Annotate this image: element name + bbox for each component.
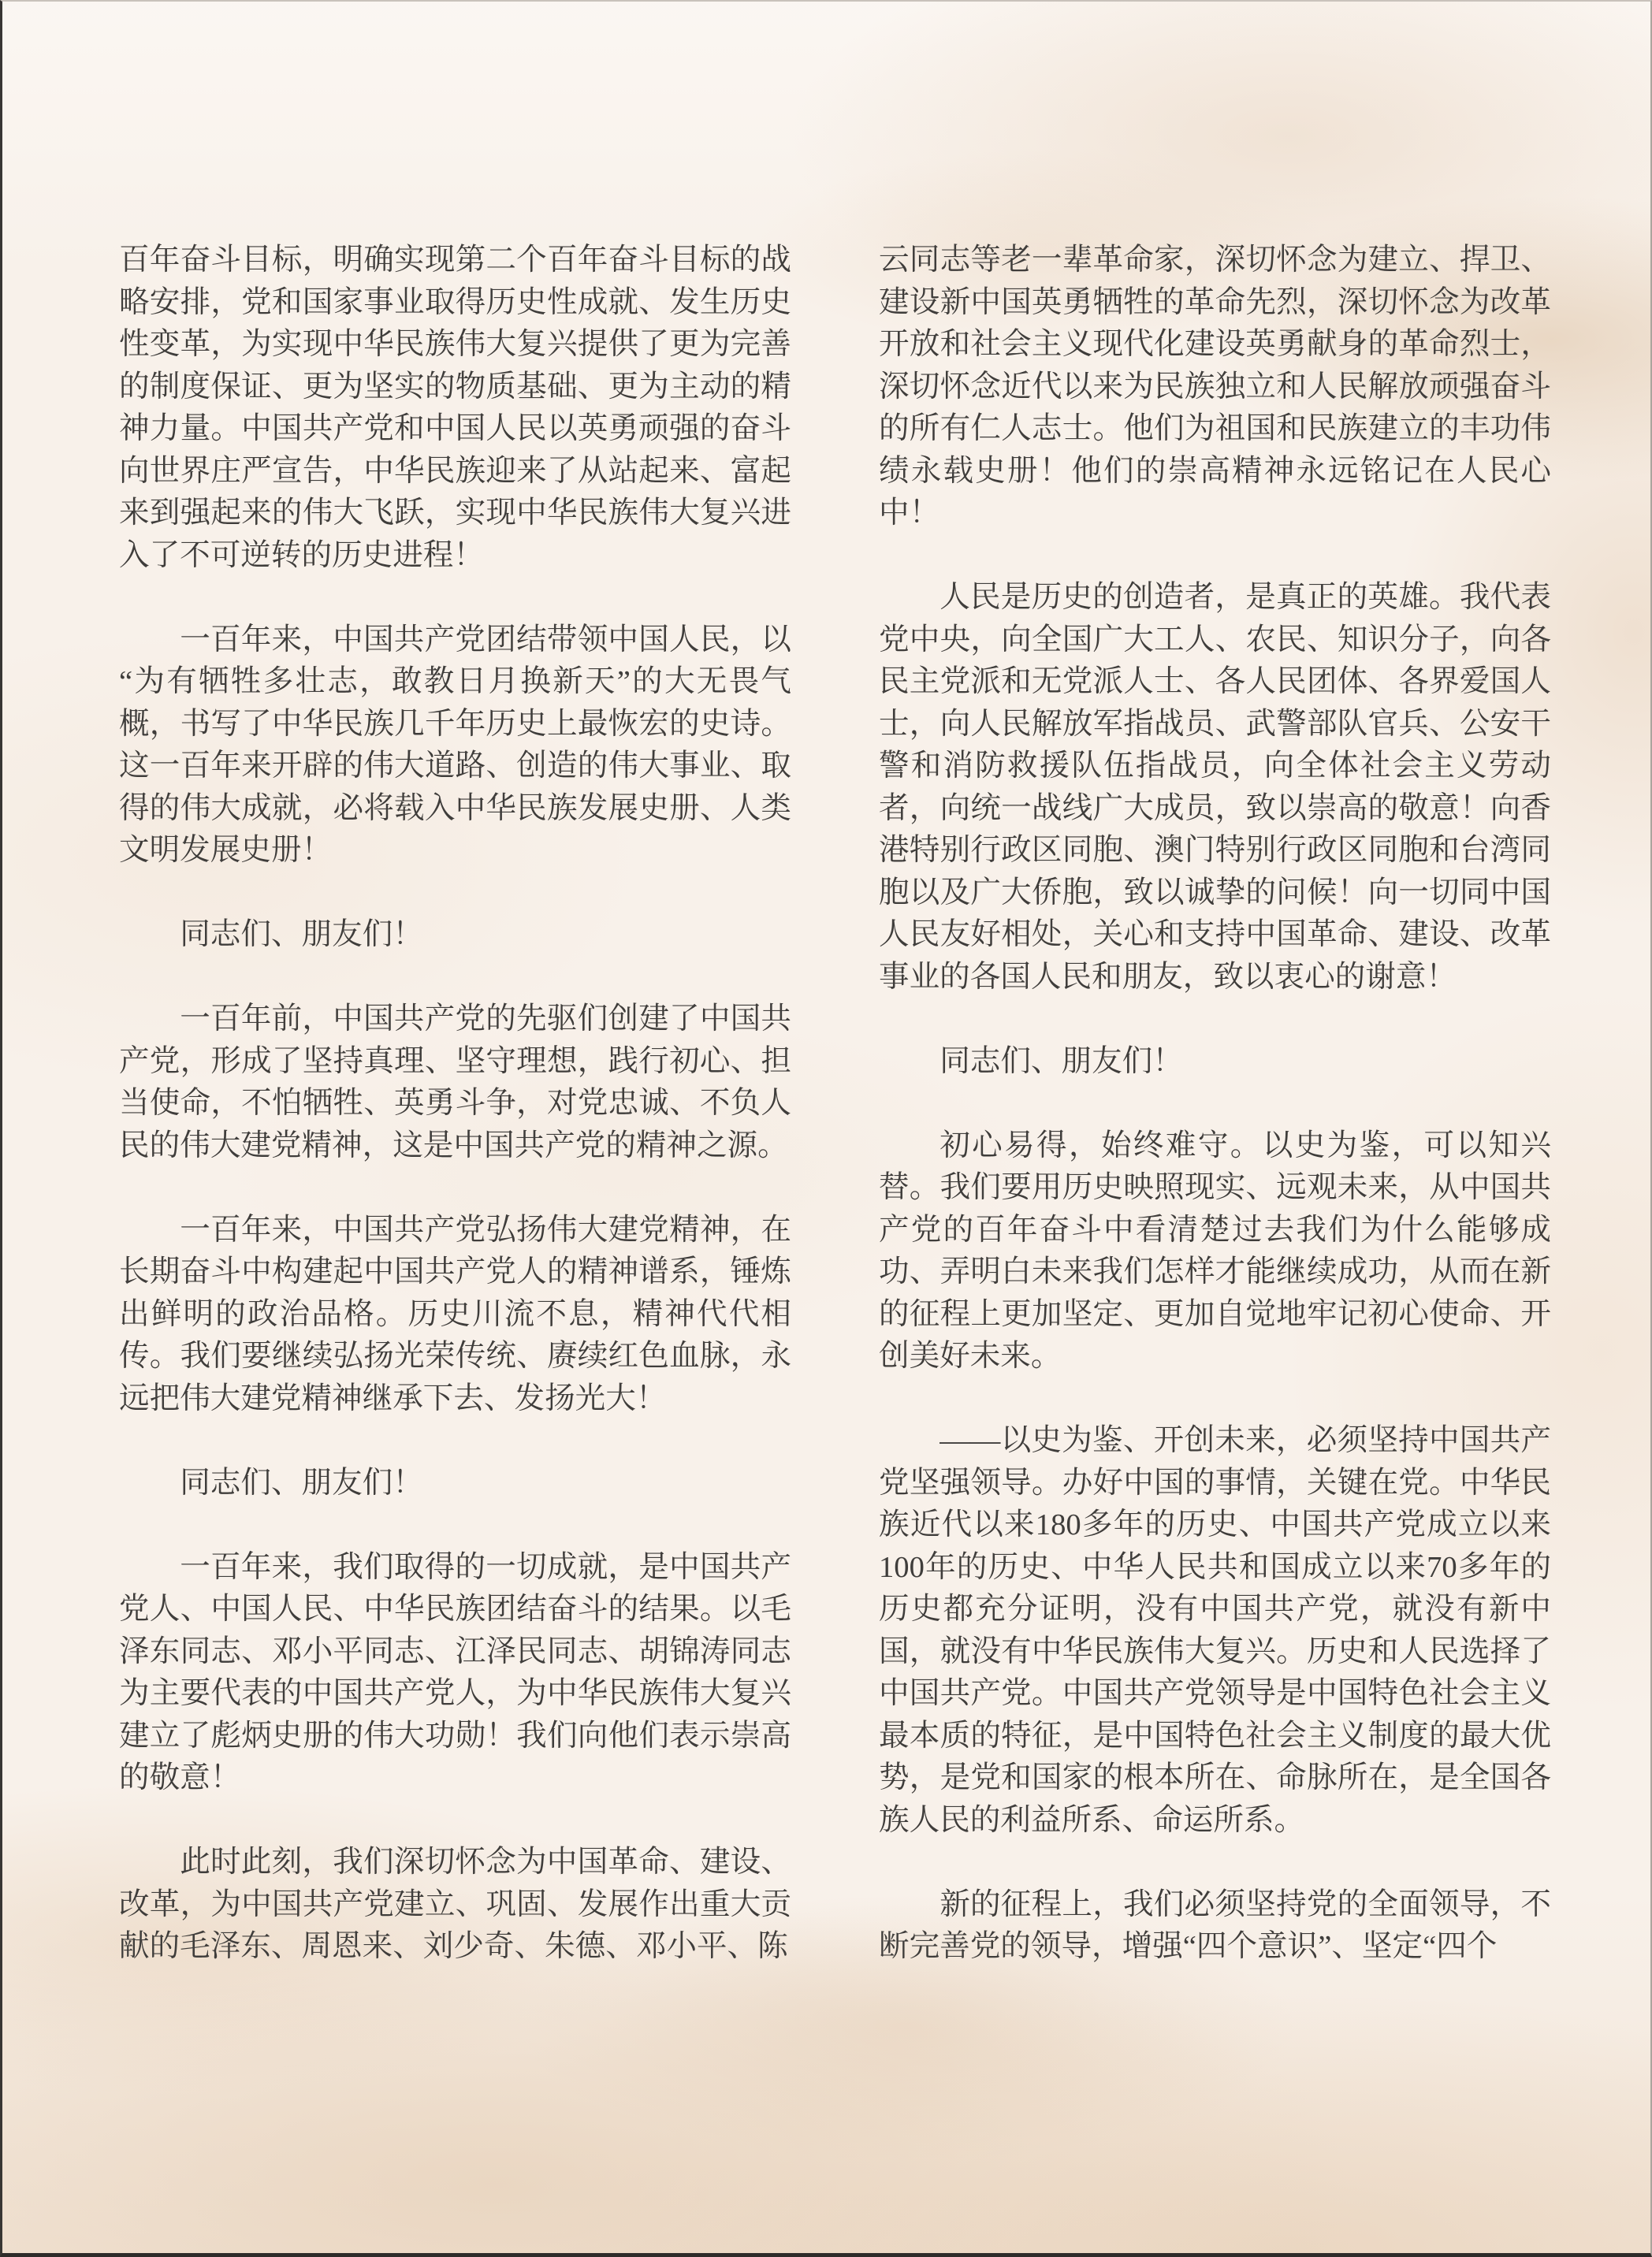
paragraph: 人民是历史的创造者，是真正的英雄。我代表党中央，向全国广大工人、农民、知识分子，向各民主党派和无党派人士、各人民团体、各界爱国人士，向人民解放军指战员、武警部队官兵、公安干警和消防救援队伍指战员，向全体社会主义劳动者，向统一战线广大成员，致以崇高的敬意！向香港特别行政区同胞、澳门特别行政区同胞和台湾同胞以及广大侨胞，致以诚挚的问候！向一切同中国人民友好相处，关心和支持中国革命、建设、改革事业的各国人民和朋友，致以衷心的谢意！	[879, 581, 1551, 994]
paragraph: 百年奋斗目标，明确实现第二个百年奋斗目标的战略安排，党和国家事业取得历史性成就、发生历史性变革，为实现中华民族伟大复兴提供了更为完善的制度保证、更为坚实的物质基础、更为主动的精神力量。中国共产党和中国人民以英勇顽强的奋斗向世界庄严宣告，中华民族迎来了从站起来、富起来到强起来的伟大飞跃，实现中华民族伟大复兴进入了不可逆转的历史进程！	[119, 244, 791, 572]
salutation: 同志们、朋友们！	[939, 1044, 1183, 1078]
paragraph: 新的征程上，我们必须坚持党的全面领导，不断完善党的领导，增强“四个意识”、坚定“四个	[879, 1887, 1551, 1963]
paragraph: ——以史为鉴、开创未来，必须坚持中国共产党坚强领导。办好中国的事情，关键在党。中华民族近代以来180多年的历史、中国共产党成立以来100年的历史、中华人民共和国成立以来70多年的历史都充分证明，没有中国共产党，就没有新中国，就没有中华民族伟大复兴。历史和人民选择了中国共产党。中国共产党领导是中国特色社会主义最本质的特征，是中国特色社会主义制度的最大优势，是党和国家的根本所在、命脉所在，是全国各族人民的利益所系、命运所系。	[879, 1424, 1551, 1837]
paragraph: 云同志等老一辈革命家，深切怀念为建立、捍卫、建设新中国英勇牺牲的革命先烈，深切怀念为改革开放和社会主义现代化建设英勇献身的革命烈士，深切怀念近代以来为民族独立和人民解放顽强奋斗的所有仁人志士。他们为祖国和民族建立的丰功伟绩永载史册！他们的崇高精神永远铭记在人民心中！	[879, 244, 1551, 530]
paragraph: 初心易得，始终难守。以史为鉴，可以知兴替。我们要用历史映照现实、远观未来，从中国共产党的百年奋斗中看清楚过去我们为什么能够成功、弄明白未来我们怎样才能继续成功，从而在新的征程上更加坚定、更加自觉地牢记初心使命、开创美好未来。	[879, 1128, 1551, 1373]
paragraph: 一百年来，中国共产党弘扬伟大建党精神，在长期奋斗中构建起中国共产党人的精神谱系，锤炼出鲜明的政治品格。历史川流不息，精神代代相传。我们要继续弘扬光荣传统、赓续红色血脉，永远把伟大建党精神继承下去、发扬光大！	[119, 1213, 791, 1415]
paragraph: 一百年来，中国共产党团结带领中国人民，以“为有牺牲多壮志，敢教日月换新天”的大无畏气概，书写了中华民族几千年历史上最恢宏的史诗。这一百年来开辟的伟大道路、创造的伟大事业、取得的伟大成就，必将载入中华民族发展史册、人类文明发展史册！	[119, 623, 791, 867]
salutation: 同志们、朋友们！	[180, 1466, 423, 1500]
paragraph: 此时此刻，我们深切怀念为中国革命、建设、改革，为中国共产党建立、巩固、发展作出重大贡献的毛泽东、周恩来、刘少奇、朱德、邓小平、陈	[119, 1846, 791, 1963]
salutation: 同志们、朋友们！	[180, 918, 423, 951]
left-text-column	[119, 240, 791, 1969]
paragraph: 一百年来，我们取得的一切成就，是中国共产党人、中国人民、中华民族团结奋斗的结果。以毛泽东同志、邓小平同志、江泽民同志、胡锦涛同志为主要代表的中国共产党人，为中华民族伟大复兴建立了彪炳史册的伟大功勋！我们向他们表示崇高的敬意！	[119, 1550, 791, 1794]
right-text-column	[879, 240, 1551, 1969]
paragraph: 一百年前，中国共产党的先驱们创建了中国共产党，形成了坚持真理、坚守理想，践行初心、担当使命，不怕牺牲、英勇斗争，对党忠诚、不负人民的伟大建党精神，这是中国共产党的精神之源。	[119, 1002, 791, 1162]
